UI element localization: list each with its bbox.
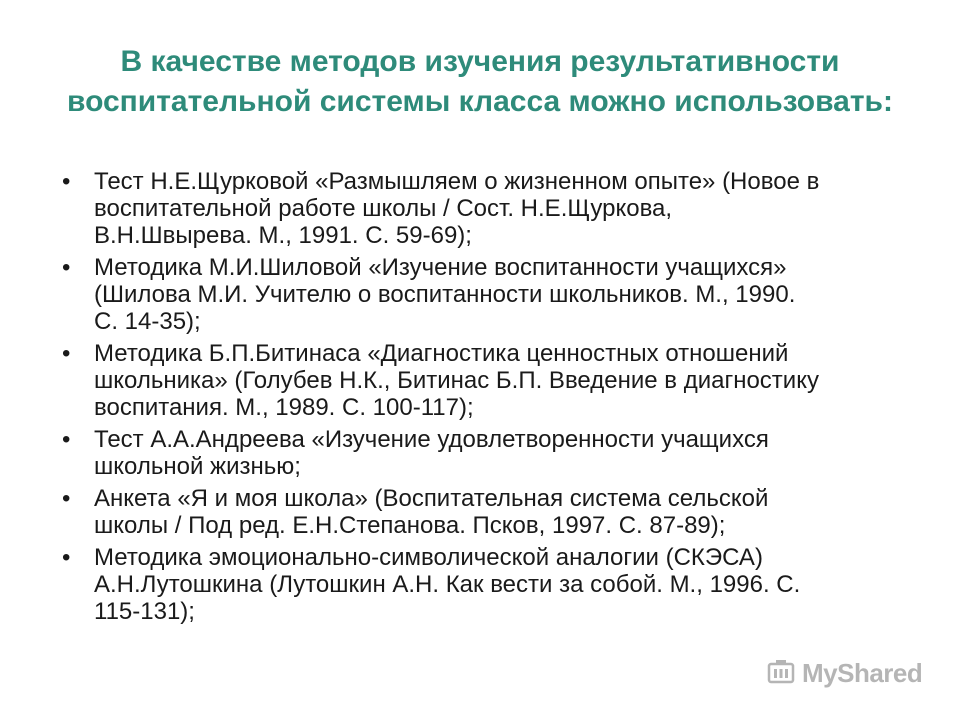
list-item-text-line: Тест Н.Е.Щурковой «Размышляем о жизненном опыте» (Новое в (94, 168, 820, 195)
bullet-icon: • (62, 340, 71, 367)
myshared-watermark (766, 656, 926, 690)
list-item-text-line: воспитательной работе школы / Сост. Н.Е.Щуркова, (94, 195, 673, 222)
list-item (62, 340, 912, 421)
list-item-text-line: С. 14-35); (94, 308, 201, 335)
list-item-text-line: Методика эмоционально-символической аналогии (СКЭСА) (94, 544, 763, 571)
bullet-icon: • (62, 485, 71, 512)
myshared-logo-icon (766, 658, 796, 688)
bullet-icon: • (62, 168, 71, 195)
list-item-text-line: (Шилова М.И. Учителю о воспитанности школьников. М., 1990. (94, 281, 796, 308)
list-item-text-line: В.Н.Швырева. М., 1991. С. 59-69); (94, 222, 472, 249)
methods-bullet-list (62, 168, 912, 630)
list-item (62, 254, 912, 335)
list-item-text-line: воспитания. М., 1989. С. 100-117); (94, 394, 474, 421)
list-item (62, 485, 912, 539)
list-item (62, 544, 912, 625)
slide-title-line-2: воспитательной системы класса можно использовать: (67, 85, 893, 118)
slide-title-line-1: В качестве методов изучения результативности (120, 45, 840, 78)
list-item-text-line: А.Н.Лутошкина (Лутошкин А.Н. Как вести за собой. М., 1996. С. (94, 571, 801, 598)
list-item-text-line: Методика Б.П.Битинаса «Диагностика ценностных отношений (94, 340, 789, 367)
list-item (62, 168, 912, 249)
bullet-icon: • (62, 254, 71, 281)
list-item-text-line: школьника» (Голубев Н.К., Битинас Б.П. Введение в диагностику (94, 367, 819, 394)
slide-title (0, 42, 960, 122)
myshared-watermark-text: MyShared (802, 658, 923, 688)
list-item-text-line: школьной жизнью; (94, 453, 301, 480)
list-item-text-line: Тест А.А.Андреева «Изучение удовлетворенности учащихся (94, 426, 769, 453)
bullet-icon: • (62, 544, 71, 571)
list-item-text-line: Анкета «Я и моя школа» (Воспитательная система сельской (94, 485, 769, 512)
list-item (62, 426, 912, 480)
list-item-text-line: 115-131); (94, 598, 195, 625)
list-item-text-line: школы / Под ред. Е.Н.Степанова. Псков, 1997. С. 87-89); (94, 512, 726, 539)
bullet-icon: • (62, 426, 71, 453)
list-item-text-line: Методика М.И.Шиловой «Изучение воспитанности учащихся» (94, 254, 787, 281)
